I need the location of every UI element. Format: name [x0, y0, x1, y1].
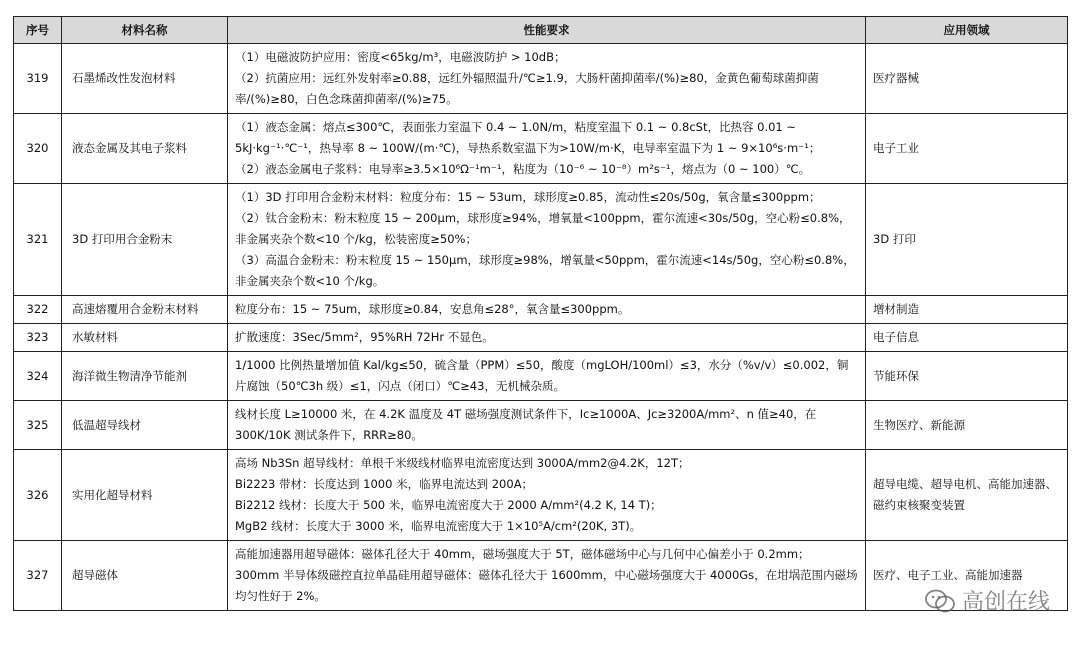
table-row — [14, 352, 1068, 401]
requirement-line: 高场 Nb3Sn 超导线材：单根千米级线材临界电流密度达到 3000A/mm2@4.2K，12T； — [235, 456, 690, 470]
material-name: 水敏材料 — [62, 324, 228, 352]
requirements-cell — [228, 114, 866, 184]
row-number: 326 — [14, 450, 62, 541]
material-name: 低温超导线材 — [62, 401, 228, 450]
requirement-line: （1）电磁波防护应用：密度<65kg/m³，电磁波防护 > 10dB； — [235, 50, 566, 64]
row-number: 321 — [14, 184, 62, 296]
requirement-line: 线材长度 L≥10000 米，在 4.2K 温度及 4T 磁场强度测试条件下，Ic≥1000A、Jc≥3200A/mm²、n 值≥40，在 300K/10K 测试条件下，RRR≥80。 — [235, 407, 817, 442]
table-row — [14, 541, 1068, 611]
table-row — [14, 44, 1068, 114]
application-field: 增材制造 — [866, 296, 1068, 324]
application-field: 生物医疗、新能源 — [866, 401, 1068, 450]
application-field: 医疗、电子工业、高能加速器 — [866, 541, 1068, 611]
header-no: 序号 — [14, 17, 62, 44]
requirement-line: 高能加速器用超导磁体：磁体孔径大于 40mm，磁场强度大于 5T，磁体磁场中心与几何中心偏差小于 0.2mm； — [235, 547, 810, 561]
requirements-cell — [228, 296, 866, 324]
requirements-cell — [228, 44, 866, 114]
requirement-line: （3）高温合金粉末：粉末粒度 15 ~ 150μm，球形度≥98%，增氧量<50ppm，霍尔流速<14s/50g，空心粉≤0.8%，非金属夹杂个数<10 个/kg。 — [235, 253, 855, 288]
requirement-line: 粒度分布：15 ~ 75um，球形度≥0.84，安息角≤28°，氧含量≤300ppm。 — [235, 302, 630, 316]
row-number: 319 — [14, 44, 62, 114]
requirement-line: Bi2212 线材：长度大于 500 米，临界电流密度大于 2000 A/mm²(4.2 K, 14 T)； — [235, 498, 662, 512]
watermark-text: 高创在线 — [961, 590, 1050, 615]
material-name: 3D 打印用合金粉末 — [62, 184, 228, 296]
material-name: 海洋微生物清净节能剂 — [62, 352, 228, 401]
material-name: 实用化超导材料 — [62, 450, 228, 541]
requirements-cell — [228, 184, 866, 296]
application-field: 超导电缆、超导电机、高能加速器、磁约束核聚变装置 — [866, 450, 1068, 541]
watermark — [924, 585, 1050, 616]
table-row — [14, 296, 1068, 324]
row-number: 323 — [14, 324, 62, 352]
table-row — [14, 324, 1068, 352]
material-name: 石墨烯改性发泡材料 — [62, 44, 228, 114]
requirement-line: （2）钛合金粉末：粉末粒度 15 ~ 200μm，球形度≥94%，增氧量<100ppm，霍尔流速<30s/50g，空心粉≤0.8%，非金属夹杂个数<10 个/kg，松装密度≥50%； — [235, 211, 851, 246]
header-row — [14, 17, 1068, 44]
requirements-cell — [228, 541, 866, 611]
requirement-line: （2）液态金属电子浆料：电导率≥3.5×10⁶Ω⁻¹m⁻¹，粘度为（10⁻⁶ ~ 10⁻⁸）m²s⁻¹，熔点为（0 ~ 100）℃。 — [235, 162, 811, 176]
requirements-cell — [228, 450, 866, 541]
requirements-cell — [228, 401, 866, 450]
wechat-icon — [924, 588, 956, 614]
material-name: 高速熔覆用合金粉末材料 — [62, 296, 228, 324]
requirement-line: 扩散速度：3Sec/5mm²，95%RH 72Hr 不显色。 — [235, 330, 494, 344]
row-number: 327 — [14, 541, 62, 611]
application-field: 3D 打印 — [866, 184, 1068, 296]
table-row — [14, 401, 1068, 450]
header-requirements: 性能要求 — [228, 17, 866, 44]
table-row — [14, 450, 1068, 541]
material-name: 液态金属及其电子浆料 — [62, 114, 228, 184]
header-name: 材料名称 — [62, 17, 228, 44]
requirements-cell — [228, 352, 866, 401]
row-number: 324 — [14, 352, 62, 401]
row-number: 322 — [14, 296, 62, 324]
requirement-line: Bi2223 带材：长度达到 1000 米，临界电流达到 200A； — [235, 477, 534, 491]
row-number: 320 — [14, 114, 62, 184]
application-field: 节能环保 — [866, 352, 1068, 401]
table-row — [14, 114, 1068, 184]
requirement-line: 1/1000 比例热量增加值 Kal/kg≤50，硫含量（PPM）≤50，酸度（mgLOH/100ml）≤3，水分（%v/v）≤0.002，铜片腐蚀（50℃3h 级）≤1，闪点（闭口）℃≥43，无机械杂质。 — [235, 358, 849, 393]
application-field: 电子工业 — [866, 114, 1068, 184]
application-field: 医疗器械 — [866, 44, 1068, 114]
material-name: 超导磁体 — [62, 541, 228, 611]
materials-table — [13, 16, 1068, 611]
requirements-cell — [228, 324, 866, 352]
requirement-line: （1）液态金属：熔点≤300℃，表面张力室温下 0.4 ~ 1.0N/m，粘度室温下 0.1 ~ 0.8cSt，比热容 0.01 ~ 5kJ·kg⁻¹·℃⁻¹，热导率 8 ~ 100W/(m·℃)，导热系数室温下为>10W/m·K，电导率室温下为 1 ~ 9×10⁶s·m⁻¹； — [235, 120, 821, 155]
row-number: 325 — [14, 401, 62, 450]
requirement-line: 300mm 半导体级磁控直拉单晶硅用超导磁体：磁体孔径大于 1600mm，中心磁场强度大于 4000Gs，在坩埚范围内磁场均匀性好于 2%。 — [235, 568, 858, 603]
requirement-line: （1）3D 打印用合金粉末材料：粒度分布：15 ~ 53um，球形度≥0.85，流动性≤20s/50g，氧含量≤300ppm； — [235, 190, 821, 204]
table-row — [14, 184, 1068, 296]
requirement-line: MgB2 线材：长度大于 3000 米，临界电流密度大于 1×10⁵A/cm²(20K, 3T)。 — [235, 519, 642, 533]
application-field: 电子信息 — [866, 324, 1068, 352]
requirement-line: （2）抗菌应用：远红外发射率≥0.88，远红外辐照温升/℃≥1.9，大肠杆菌抑菌率/(%)≥80，金黄色葡萄球菌抑菌率/(%)≥80，白色念珠菌抑菌率/(%)≥75。 — [235, 71, 819, 106]
header-application: 应用领域 — [866, 17, 1068, 44]
